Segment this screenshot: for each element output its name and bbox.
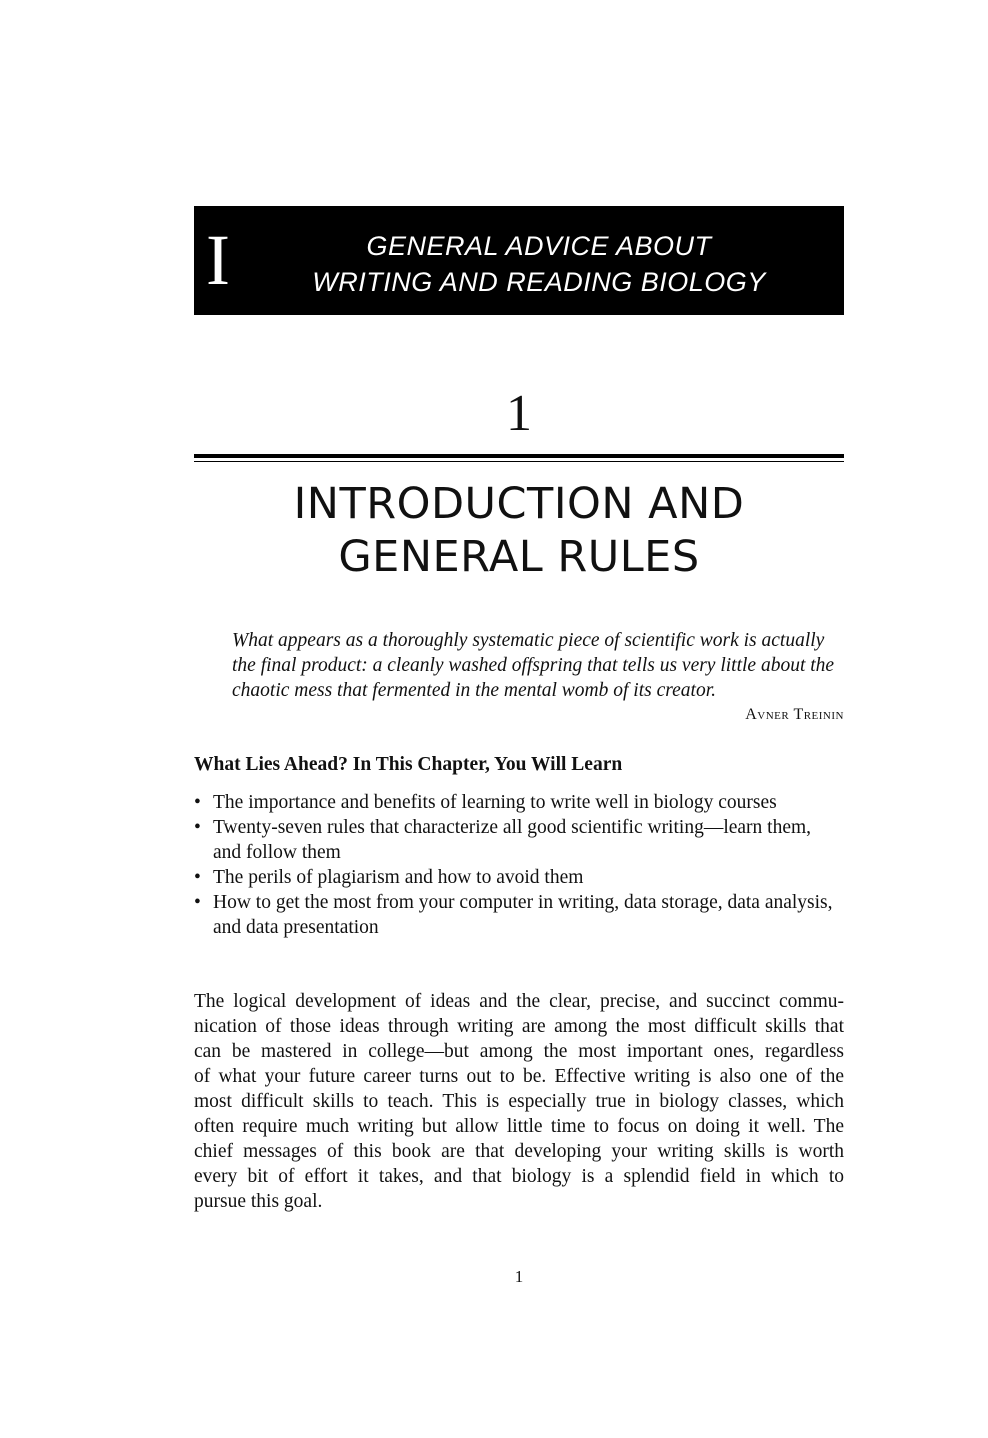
chapter-title: [194, 478, 844, 584]
list-item-line: and follow them: [213, 842, 341, 863]
epigraph-line: the final product: a cleanly washed offspring that tells us very little about the: [232, 655, 835, 676]
body-line: every bit of effort it takes, and that biology is a splendid field in which to: [194, 1166, 844, 1187]
chapter-title-line: GENERAL RULES: [338, 532, 700, 582]
body-line: chief messages of this book are that developing your writing skills is worth: [194, 1141, 844, 1162]
page-number: 1: [514, 1267, 524, 1286]
what-lies-ahead-heading: What Lies Ahead? In This Chapter, You Will Learn: [194, 754, 623, 775]
list-item-line: • The perils of plagiarism and how to avoid them: [213, 867, 584, 888]
epigraph-author: Avner Treinin: [745, 706, 844, 723]
body-line: nication of those ideas through writing are among the most difficult skills that: [194, 1016, 844, 1037]
part-banner: [194, 206, 844, 315]
epigraph-quote: [232, 628, 844, 703]
list-item: [194, 815, 844, 865]
list-item-line: • Twenty-seven rules that characterize all good scientific writing—learn them,: [213, 817, 812, 838]
list-item: [194, 890, 844, 940]
epigraph-line: What appears as a thoroughly systematic piece of scientific work is actually: [232, 630, 825, 651]
epigraph-line: chaotic mess that fermented in the mental womb of its creator.: [232, 680, 717, 701]
learning-objectives-list: [194, 790, 844, 940]
chapter-title-line: INTRODUCTION AND: [293, 479, 745, 529]
list-item: [194, 865, 844, 890]
epigraph: [232, 628, 844, 725]
body-line: of what your future career turns out to be. Effective writing is also one of the: [194, 1066, 844, 1087]
part-title-line: GENERAL ADVICE ABOUT: [366, 231, 712, 261]
part-title-line: WRITING AND READING BIOLOGY: [312, 267, 766, 297]
list-item-line: • The importance and benefits of learning to write well in biology courses: [213, 792, 777, 813]
chapter-number: 1: [506, 385, 532, 442]
chapter-rule-thick: [194, 454, 844, 458]
body-line: most difficult skills to teach. This is especially true in biology classes, which: [194, 1091, 844, 1112]
list-item-line: and data presentation: [213, 917, 379, 938]
chapter-rule-thin: [194, 461, 844, 462]
list-item: [194, 790, 844, 815]
list-item-line: • How to get the most from your computer in writing, data storage, data analysis,: [213, 892, 833, 913]
body-paragraph: [194, 989, 844, 1214]
body-line: can be mastered in college—but among the most important ones, regardless: [194, 1041, 844, 1062]
body-line: pursue this goal.: [194, 1191, 323, 1212]
part-numeral: I: [206, 220, 230, 300]
body-line: often require much writing but allow little time to focus on doing it well. The: [194, 1116, 844, 1137]
body-line: The logical development of ideas and the clear, precise, and succinct commu-: [194, 991, 844, 1012]
part-title: [244, 228, 834, 300]
